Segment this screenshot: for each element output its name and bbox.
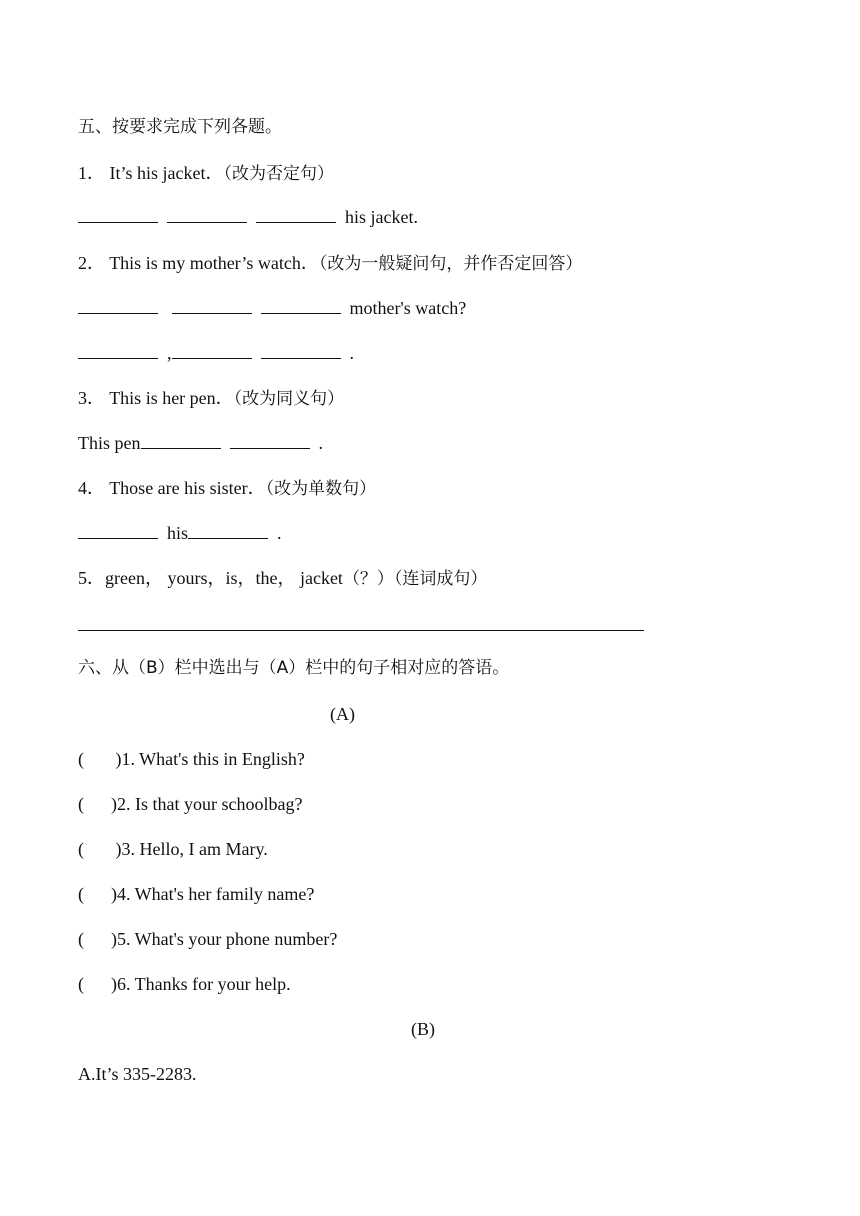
answer-2a <box>78 295 466 321</box>
answer-option-a: A.It’s 335-2283. <box>78 1064 197 1084</box>
question-1 <box>78 160 334 187</box>
a2-tail: mother's watch? <box>349 298 467 318</box>
q5-instruction: （连词成句） <box>393 569 488 589</box>
blank[interactable] <box>188 521 268 539</box>
answer-paren[interactable]: ( ) <box>78 839 122 859</box>
blank[interactable] <box>230 431 310 449</box>
a3-end: . <box>318 433 323 453</box>
q1-instruction: （改为否定句） <box>223 164 334 184</box>
question-5 <box>78 565 487 592</box>
q2-number: 2． <box>78 253 105 273</box>
blank[interactable] <box>261 341 341 359</box>
match-item-3: ( )3. Hello, I am Mary. <box>78 839 268 859</box>
column-a-label: (A) <box>330 704 355 724</box>
a3-head: This pen <box>78 433 141 453</box>
question-2 <box>78 250 582 277</box>
match-item-4: ( )4. What's her family name? <box>78 884 315 904</box>
answer-paren[interactable]: ( ) <box>78 974 117 994</box>
blank[interactable] <box>78 296 158 314</box>
question-3 <box>78 385 344 412</box>
q2-instruction: （改为一般疑问句，并作否定回答） <box>318 254 583 274</box>
answer-paren[interactable]: ( ) <box>78 929 117 949</box>
column-b-label: (B) <box>411 1019 435 1039</box>
q3-number: 3． <box>78 388 105 408</box>
answer-3 <box>78 430 323 456</box>
blank[interactable] <box>256 205 336 223</box>
match-item-1: ( )1. What's this in English? <box>78 749 305 769</box>
q2-text: This is my mother’s watch． <box>109 253 319 273</box>
answer-paren[interactable]: ( ) <box>78 794 117 814</box>
a4-mid: his <box>167 523 189 543</box>
q4-number: 4． <box>78 478 105 498</box>
blank[interactable] <box>78 205 158 223</box>
blank[interactable] <box>261 296 341 314</box>
answer-2b <box>78 340 354 366</box>
q1-text: It’s his jacket． <box>109 163 224 183</box>
section-5-heading: 五、按要求完成下列各题。 <box>78 117 282 137</box>
blank[interactable] <box>78 341 158 359</box>
match-item-5: ( )5. What's your phone number? <box>78 929 338 949</box>
match-item-2: ( )2. Is that your schoolbag? <box>78 794 303 814</box>
answer-paren[interactable]: ( ) <box>78 884 117 904</box>
q5-text: green， yours，is，the， jacket <box>105 568 343 588</box>
blank[interactable] <box>167 205 247 223</box>
a2-end: . <box>349 343 354 363</box>
match-item-6: ( )6. Thanks for your help. <box>78 974 291 994</box>
answer-1 <box>78 204 418 230</box>
blank[interactable] <box>172 296 252 314</box>
question-4 <box>78 475 376 502</box>
answer-4 <box>78 520 282 546</box>
a2-comma: , <box>167 343 172 363</box>
answer-5-line[interactable] <box>78 630 644 631</box>
blank[interactable] <box>172 341 252 359</box>
q1-number: 1． <box>78 163 105 183</box>
blank[interactable] <box>141 431 221 449</box>
blank[interactable] <box>78 521 158 539</box>
section-6-heading: 六、从（B）栏中选出与（A）栏中的句子相对应的答语。 <box>78 658 510 678</box>
q3-text: This is her pen． <box>109 388 234 408</box>
a4-end: . <box>277 523 282 543</box>
answer-paren[interactable]: ( ) <box>78 749 122 769</box>
q3-instruction: （改为同义句） <box>233 389 345 409</box>
q4-instruction: （改为单数句） <box>265 479 377 499</box>
q4-text: Those are his sister． <box>109 478 266 498</box>
a1-tail: his jacket. <box>345 207 418 227</box>
q5-number: 5． <box>78 568 105 588</box>
q5-mark: （？） <box>342 569 394 589</box>
